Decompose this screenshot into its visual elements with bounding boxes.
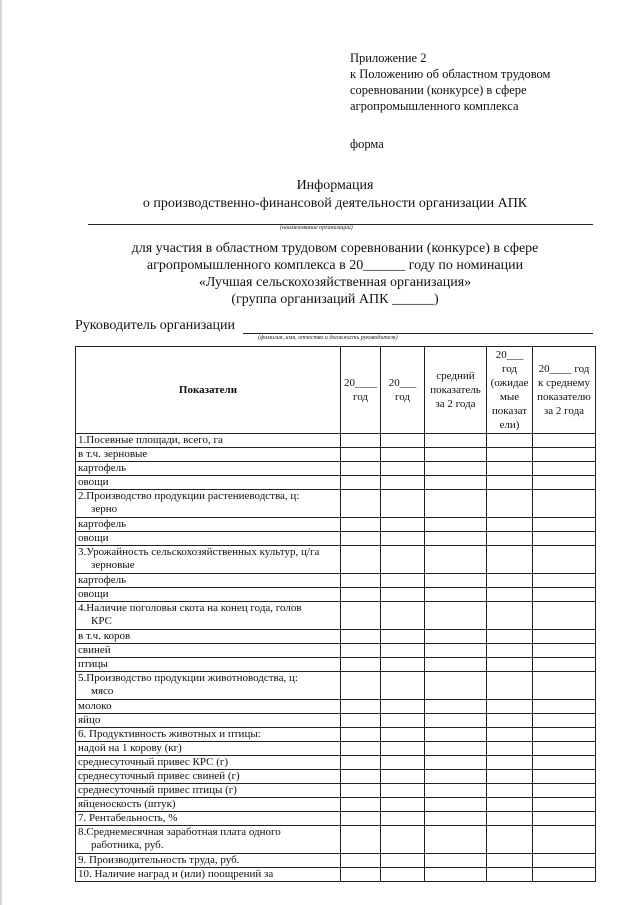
value-cell[interactable]: [341, 770, 381, 784]
appendix-header: [350, 50, 610, 114]
value-cell[interactable]: [487, 490, 533, 518]
value-cell[interactable]: [425, 574, 487, 588]
indicator-label-cell: [76, 434, 341, 448]
indicator-label: 5.Производство продукции животноводства, ц:: [78, 672, 298, 684]
indicator-label-cell: [76, 798, 341, 812]
value-cell[interactable]: [487, 574, 533, 588]
table-body: [76, 434, 596, 882]
table-row: [76, 798, 596, 812]
scan-edge: [0, 0, 3, 905]
indicator-sublabel: КРС: [91, 615, 112, 627]
value-cell[interactable]: [381, 574, 425, 588]
table-row: [76, 644, 596, 658]
value-cell[interactable]: [425, 826, 487, 854]
header-ratio-line-4: за 2 года: [543, 405, 585, 417]
value-cell[interactable]: [381, 700, 425, 714]
header-expected-line-6: ели): [499, 419, 520, 431]
indicator-label-cell: [76, 602, 341, 630]
value-cell[interactable]: [533, 700, 596, 714]
value-cell[interactable]: [487, 448, 533, 462]
indicator-label-cell: [76, 658, 341, 672]
indicator-label-cell: [76, 518, 341, 532]
table-row: [76, 448, 596, 462]
indicator-label-cell: [76, 812, 341, 826]
value-cell[interactable]: [533, 434, 596, 448]
indicator-label-cell: [76, 490, 341, 518]
value-cell[interactable]: [533, 574, 596, 588]
value-cell[interactable]: [425, 658, 487, 672]
value-cell[interactable]: [487, 812, 533, 826]
value-cell[interactable]: [425, 700, 487, 714]
indicator-label: 1.Посевные площади, всего, га: [78, 434, 223, 446]
value-cell[interactable]: [425, 518, 487, 532]
header-year-2-number: 20___: [388, 377, 417, 389]
value-cell[interactable]: [341, 658, 381, 672]
table-header-row: [76, 347, 596, 434]
value-cell[interactable]: [381, 784, 425, 798]
indicator-label: картофель: [78, 462, 127, 474]
organization-name-hint: (наименование организации): [280, 225, 353, 231]
value-cell[interactable]: [381, 742, 425, 756]
value-cell[interactable]: [487, 854, 533, 868]
appendix-line-2: к Положению об областном трудовом: [350, 67, 551, 81]
value-cell[interactable]: [341, 868, 381, 882]
table-row: [76, 518, 596, 532]
indicator-label-cell: [76, 714, 341, 728]
value-cell[interactable]: [381, 714, 425, 728]
value-cell[interactable]: [487, 532, 533, 546]
table-row: [76, 854, 596, 868]
header-average-line-1: средний: [436, 370, 475, 382]
value-cell[interactable]: [425, 602, 487, 630]
appendix-line-4: агропромышленного комплекса: [350, 99, 519, 113]
director-name-line[interactable]: [243, 333, 593, 334]
indicator-label: 9. Производительность труда, руб.: [78, 854, 240, 866]
value-cell[interactable]: [381, 756, 425, 770]
table-row: [76, 756, 596, 770]
table-row: [76, 812, 596, 826]
value-cell[interactable]: [341, 644, 381, 658]
value-cell[interactable]: [487, 714, 533, 728]
header-average-line-2: показатель: [430, 384, 481, 396]
participation-text: [40, 240, 630, 308]
value-cell[interactable]: [487, 434, 533, 448]
table-row: [76, 672, 596, 700]
value-cell[interactable]: [381, 854, 425, 868]
value-cell[interactable]: [425, 868, 487, 882]
header-indicators: Показатели: [76, 347, 341, 434]
value-cell[interactable]: [341, 742, 381, 756]
indicator-label-cell: [76, 462, 341, 476]
indicator-label-cell: [76, 728, 341, 742]
value-cell[interactable]: [487, 742, 533, 756]
header-average: [425, 347, 487, 434]
indicator-label-cell: [76, 700, 341, 714]
value-cell[interactable]: [341, 588, 381, 602]
value-cell[interactable]: [381, 770, 425, 784]
header-expected-line-4: мые: [499, 391, 520, 403]
indicator-label-cell: [76, 574, 341, 588]
value-cell[interactable]: [487, 784, 533, 798]
value-cell[interactable]: [487, 770, 533, 784]
value-cell[interactable]: [341, 462, 381, 476]
director-label: Руководитель организации: [75, 318, 235, 333]
table-row: [76, 742, 596, 756]
value-cell[interactable]: [533, 742, 596, 756]
value-cell[interactable]: [381, 658, 425, 672]
indicator-label: молоко: [78, 700, 112, 712]
indicators-table: [75, 346, 596, 882]
value-cell[interactable]: [341, 448, 381, 462]
value-cell[interactable]: [341, 434, 381, 448]
participation-line-3: «Лучшая сельскохозяйственная организация»: [198, 275, 472, 290]
value-cell[interactable]: [381, 546, 425, 574]
value-cell[interactable]: [425, 630, 487, 644]
value-cell[interactable]: [487, 868, 533, 882]
value-cell[interactable]: [341, 518, 381, 532]
indicator-sublabel: зерновые: [91, 559, 135, 571]
value-cell[interactable]: [487, 588, 533, 602]
value-cell[interactable]: [533, 826, 596, 854]
header-ratio-line-3: показателю: [537, 391, 591, 403]
header-year-2: [381, 347, 425, 434]
indicator-label-cell: [76, 742, 341, 756]
value-cell[interactable]: [425, 854, 487, 868]
value-cell[interactable]: [487, 672, 533, 700]
value-cell[interactable]: [425, 462, 487, 476]
value-cell[interactable]: [341, 756, 381, 770]
indicator-label-cell: [76, 784, 341, 798]
indicator-label: 6. Продуктивность животных и птицы:: [78, 728, 261, 740]
value-cell[interactable]: [425, 588, 487, 602]
header-expected: [487, 347, 533, 434]
appendix-line-1: Приложение 2: [350, 51, 427, 65]
indicator-label: в т.ч. зерновые: [78, 448, 148, 460]
value-cell[interactable]: [341, 532, 381, 546]
value-cell[interactable]: [381, 448, 425, 462]
header-year-1-number: 20____: [344, 377, 377, 389]
header-ratio-line-1: 20____ год: [538, 363, 590, 375]
value-cell[interactable]: [381, 476, 425, 490]
value-cell[interactable]: [533, 756, 596, 770]
value-cell[interactable]: [533, 714, 596, 728]
indicator-label-cell: [76, 756, 341, 770]
value-cell[interactable]: [425, 714, 487, 728]
value-cell[interactable]: [533, 448, 596, 462]
value-cell[interactable]: [341, 826, 381, 854]
value-cell[interactable]: [341, 784, 381, 798]
value-cell[interactable]: [381, 602, 425, 630]
value-cell[interactable]: [487, 518, 533, 532]
value-cell[interactable]: [381, 490, 425, 518]
table-row: [76, 728, 596, 742]
value-cell[interactable]: [341, 476, 381, 490]
indicator-label: среднесуточный привес КРС (г): [78, 756, 229, 768]
header-year-1-word: год: [352, 391, 369, 403]
indicator-label-cell: [76, 532, 341, 546]
value-cell[interactable]: [487, 728, 533, 742]
value-cell[interactable]: [533, 476, 596, 490]
header-expected-line-1: 20___: [495, 349, 524, 361]
indicator-label: среднесуточный привес птицы (г): [78, 784, 237, 796]
participation-line-4: (группа организаций АПК ______): [231, 292, 439, 307]
value-cell[interactable]: [425, 812, 487, 826]
value-cell[interactable]: [425, 476, 487, 490]
indicator-label-cell: [76, 476, 341, 490]
value-cell[interactable]: [533, 728, 596, 742]
value-cell[interactable]: [533, 588, 596, 602]
value-cell[interactable]: [425, 742, 487, 756]
table-row: [76, 434, 596, 448]
value-cell[interactable]: [341, 574, 381, 588]
value-cell[interactable]: [425, 770, 487, 784]
value-cell[interactable]: [341, 700, 381, 714]
value-cell[interactable]: [381, 462, 425, 476]
value-cell[interactable]: [381, 798, 425, 812]
table-row: [76, 588, 596, 602]
table-row: [76, 714, 596, 728]
value-cell[interactable]: [533, 462, 596, 476]
value-cell[interactable]: [487, 658, 533, 672]
header-year-1: [341, 347, 381, 434]
value-cell[interactable]: [341, 630, 381, 644]
value-cell[interactable]: [341, 798, 381, 812]
table-row: [76, 476, 596, 490]
value-cell[interactable]: [487, 476, 533, 490]
indicator-sublabel: мясо: [91, 685, 114, 697]
value-cell[interactable]: [425, 728, 487, 742]
header-average-line-3: за 2 года: [435, 398, 476, 410]
value-cell[interactable]: [341, 728, 381, 742]
value-cell[interactable]: [533, 812, 596, 826]
value-cell[interactable]: [533, 672, 596, 700]
value-cell[interactable]: [341, 672, 381, 700]
value-cell[interactable]: [381, 630, 425, 644]
table-row: [76, 700, 596, 714]
value-cell[interactable]: [425, 448, 487, 462]
participation-line-1: для участия в областном трудовом соревновании (конкурсе) в сфере: [131, 241, 539, 256]
value-cell[interactable]: [341, 812, 381, 826]
value-cell[interactable]: [381, 434, 425, 448]
value-cell[interactable]: [425, 784, 487, 798]
value-cell[interactable]: [533, 630, 596, 644]
indicator-label: в т.ч. коров: [78, 630, 131, 642]
indicator-label: свиней: [78, 644, 111, 656]
indicator-label-cell: [76, 448, 341, 462]
indicator-label-cell: [76, 770, 341, 784]
indicator-label-cell: [76, 546, 341, 574]
value-cell[interactable]: [381, 868, 425, 882]
indicator-label: овощи: [78, 476, 109, 488]
value-cell[interactable]: [487, 756, 533, 770]
value-cell[interactable]: [381, 518, 425, 532]
indicator-label: картофель: [78, 574, 127, 586]
table-row: [76, 784, 596, 798]
value-cell[interactable]: [533, 770, 596, 784]
value-cell[interactable]: [487, 826, 533, 854]
indicator-label: 8.Среднемесячная заработная плата одного: [78, 826, 281, 838]
value-cell[interactable]: [533, 490, 596, 518]
indicator-label: 10. Наличие наград и (или) поощрений за: [78, 868, 274, 880]
value-cell[interactable]: [381, 644, 425, 658]
value-cell[interactable]: [425, 798, 487, 812]
header-ratio-line-2: к среднему: [537, 377, 591, 389]
value-cell[interactable]: [533, 784, 596, 798]
participation-line-2: агропромышленного комплекса в 20______ году по номинации: [146, 258, 524, 273]
value-cell[interactable]: [425, 434, 487, 448]
table-row: [76, 826, 596, 854]
indicator-label: птицы: [78, 658, 108, 670]
table-row: [76, 770, 596, 784]
document-subtitle: о производственно-финансовой деятельности организации АПК: [142, 196, 528, 211]
table-row: [76, 658, 596, 672]
value-cell[interactable]: [487, 798, 533, 812]
value-cell[interactable]: [341, 546, 381, 574]
indicator-label: овощи: [78, 532, 109, 544]
indicator-sublabel: зерно: [91, 503, 118, 515]
indicator-label: овощи: [78, 588, 109, 600]
value-cell[interactable]: [341, 714, 381, 728]
value-cell[interactable]: [381, 588, 425, 602]
header-expected-line-2: год: [501, 363, 518, 375]
value-cell[interactable]: [487, 462, 533, 476]
value-cell[interactable]: [533, 532, 596, 546]
value-cell[interactable]: [425, 532, 487, 546]
forma-label: форма: [350, 137, 384, 151]
value-cell[interactable]: [381, 812, 425, 826]
value-cell[interactable]: [533, 798, 596, 812]
header-year-2-word: год: [394, 391, 411, 403]
indicator-label-cell: [76, 588, 341, 602]
value-cell[interactable]: [487, 546, 533, 574]
value-cell[interactable]: [425, 672, 487, 700]
value-cell[interactable]: [533, 546, 596, 574]
value-cell[interactable]: [425, 756, 487, 770]
director-hint: (фамилия, имя, отчество и должность руководителя): [258, 335, 398, 341]
value-cell[interactable]: [533, 644, 596, 658]
header-ratio: [533, 347, 596, 434]
indicator-label-cell: [76, 868, 341, 882]
indicator-label-cell: [76, 644, 341, 658]
value-cell[interactable]: [533, 854, 596, 868]
indicator-label: 4.Наличие поголовья скота на конец года, голов: [78, 602, 302, 614]
indicator-label-cell: [76, 854, 341, 868]
value-cell[interactable]: [487, 602, 533, 630]
value-cell[interactable]: [425, 490, 487, 518]
indicator-label: среднесуточный привес свиней (г): [78, 770, 240, 782]
value-cell[interactable]: [487, 644, 533, 658]
table-row: [76, 532, 596, 546]
indicator-label-cell: [76, 826, 341, 854]
table-row: [76, 868, 596, 882]
value-cell[interactable]: [487, 630, 533, 644]
value-cell[interactable]: [381, 672, 425, 700]
value-cell[interactable]: [341, 602, 381, 630]
value-cell[interactable]: [533, 658, 596, 672]
table-row: [76, 462, 596, 476]
indicator-label-cell: [76, 630, 341, 644]
appendix-line-3: соревновании (конкурсе) в сфере: [350, 83, 527, 97]
header-expected-line-5: показат: [491, 405, 528, 417]
table-row: [76, 546, 596, 574]
value-cell[interactable]: [381, 728, 425, 742]
value-cell[interactable]: [533, 518, 596, 532]
table-row: [76, 630, 596, 644]
value-cell[interactable]: [487, 700, 533, 714]
indicator-label: 3.Урожайность сельскохозяйственных культур, ц/га: [78, 546, 320, 558]
table-row: [76, 574, 596, 588]
value-cell[interactable]: [533, 602, 596, 630]
table-row: [76, 490, 596, 518]
value-cell[interactable]: [381, 826, 425, 854]
indicator-label: яйцо: [78, 714, 101, 726]
indicator-label: 2.Производство продукции растениеводства, ц:: [78, 490, 300, 502]
document-title: Информация: [296, 178, 374, 193]
header-expected-line-3: (ожидае: [490, 377, 529, 389]
indicator-label-cell: [76, 672, 341, 700]
value-cell[interactable]: [341, 854, 381, 868]
indicator-label: 7. Рентабельность, %: [78, 812, 178, 824]
value-cell[interactable]: [425, 546, 487, 574]
value-cell[interactable]: [533, 868, 596, 882]
indicator-label: яйценоскость (штук): [78, 798, 176, 810]
indicator-sublabel: работника, руб.: [91, 839, 164, 851]
value-cell[interactable]: [425, 644, 487, 658]
indicator-label: картофель: [78, 518, 127, 530]
indicator-label: надой на 1 корову (кг): [78, 742, 182, 754]
value-cell[interactable]: [381, 532, 425, 546]
table-row: [76, 602, 596, 630]
value-cell[interactable]: [341, 490, 381, 518]
